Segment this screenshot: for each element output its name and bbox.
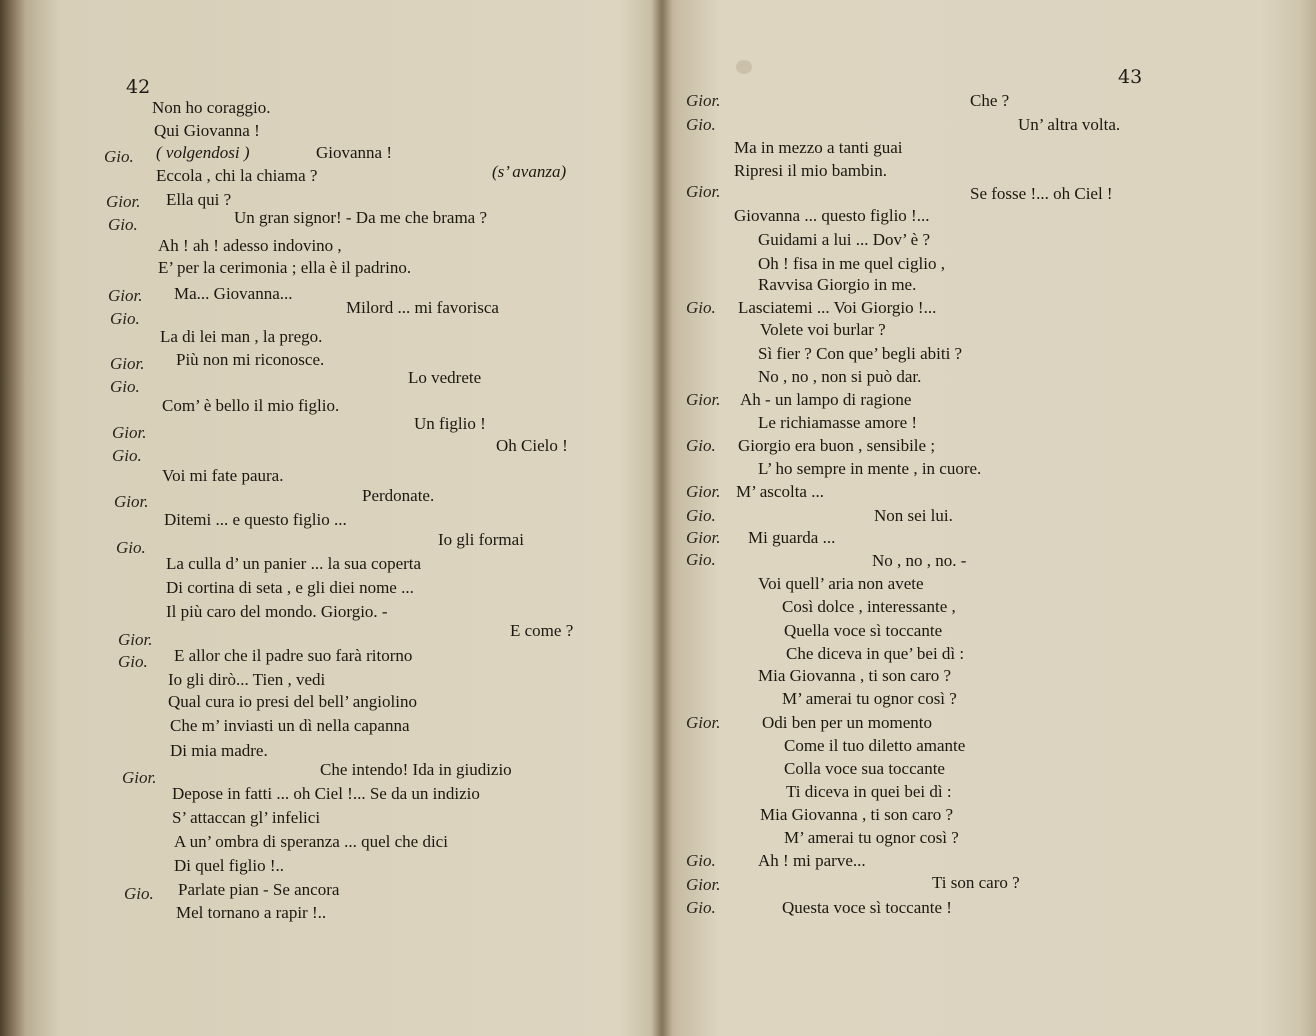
text-line: Io gli dirò... Tien , vedi xyxy=(168,670,326,689)
text-line: Così dolce , interessante , xyxy=(782,597,956,616)
speaker-label: Gio. xyxy=(686,898,716,917)
text-line: Di mia madre. xyxy=(170,741,268,760)
speaker-label: Gio. xyxy=(686,436,716,455)
text-line: Se fosse !... oh Ciel ! xyxy=(970,184,1113,203)
text-line: Colla voce sua toccante xyxy=(784,759,945,778)
text-line: La di lei man , la prego. xyxy=(160,327,323,346)
text-line: Un’ altra volta. xyxy=(1018,115,1121,134)
text-line: Non sei lui. xyxy=(874,506,953,525)
text-line: Guidami a lui ... Dov’ è ? xyxy=(758,230,931,249)
text-line: Ripresi il mio bambin. xyxy=(734,161,887,180)
text-line: Eccola , chi la chiama ? xyxy=(156,166,318,185)
speaker-label: Gior. xyxy=(114,492,149,511)
right-page-number: 43 xyxy=(1118,66,1143,88)
speaker-label: Gio. xyxy=(108,215,138,234)
text-line: Ti diceva in quei bei dì : xyxy=(786,782,952,801)
speaker-label: Gio. xyxy=(686,115,716,134)
speaker-label: Gior. xyxy=(686,91,721,110)
text-line: M’ amerai tu ognor così ? xyxy=(784,828,959,847)
text-line: Oh Cielo ! xyxy=(496,436,568,455)
text-line: E come ? xyxy=(510,621,574,640)
text-line: Mi guarda ... xyxy=(748,528,836,547)
speaker-label: Gior. xyxy=(686,713,721,732)
text-line: (s’ avanza) xyxy=(492,162,567,181)
text-line: Che m’ inviasti un dì nella capanna xyxy=(170,716,410,735)
speaker-label: Gior. xyxy=(122,768,157,787)
text-line: Ditemi ... e questo figlio ... xyxy=(164,510,347,529)
text-line: A un’ ombra di speranza ... quel che dici xyxy=(174,832,448,851)
text-line: Un gran signor! - Da me che brama ? xyxy=(234,208,488,227)
speaker-label: Gio. xyxy=(686,550,716,569)
text-line: Ella qui ? xyxy=(166,190,232,209)
speaker-label: Gio. xyxy=(124,884,154,903)
text-line: Odi ben per un momento xyxy=(762,713,932,732)
text-line: Un figlio ! xyxy=(414,414,486,433)
speaker-label: Gio. xyxy=(104,147,134,166)
text-line: Che intendo! Ida in giudizio xyxy=(320,760,512,779)
text-line: ( volgendosi ) xyxy=(156,143,250,162)
text-line: Giorgio era buon , sensibile ; xyxy=(738,436,936,455)
text-line: Ravvisa Giorgio in me. xyxy=(758,275,917,294)
text-line: Di quel figlio !.. xyxy=(174,856,285,875)
text-line: Ti son caro ? xyxy=(932,873,1020,892)
speaker-label: Gior. xyxy=(686,528,721,547)
speaker-label: Gior. xyxy=(686,482,721,501)
text-line: No , no , no. - xyxy=(872,551,967,570)
text-line: Ma... Giovanna... xyxy=(174,284,293,303)
text-line: Sì fier ? Con que’ begli abiti ? xyxy=(758,344,963,363)
speaker-label: Gio. xyxy=(686,851,716,870)
text-line: E’ per la cerimonia ; ella è il padrino. xyxy=(158,258,412,277)
text-line: E allor che il padre suo farà ritorno xyxy=(174,646,413,665)
text-line: Milord ... mi favorisca xyxy=(346,298,499,317)
text-line: Qui Giovanna ! xyxy=(154,121,260,140)
speaker-label: Gior. xyxy=(106,192,141,211)
text-line: Io gli formai xyxy=(438,530,524,549)
text-line: M’ amerai tu ognor così ? xyxy=(782,689,957,708)
speaker-label: Gior. xyxy=(108,286,143,305)
text-line: Più non mi riconosce. xyxy=(176,350,325,369)
text-line: Lasciatemi ... Voi Giorgio !... xyxy=(738,298,937,317)
text-line: Com’ è bello il mio figlio. xyxy=(162,396,340,415)
text-line: S’ attaccan gl’ infelici xyxy=(172,808,321,827)
text-line: Le richiamasse amore ! xyxy=(758,413,918,432)
left-page-number: 42 xyxy=(126,76,151,98)
text-line: Mia Giovanna , ti son caro ? xyxy=(758,666,952,685)
text-line: Questa voce sì toccante ! xyxy=(782,898,952,917)
speaker-label: Gio. xyxy=(110,309,140,328)
text-line: L’ ho sempre in mente , in cuore. xyxy=(758,459,982,478)
text-line: Depose in fatti ... oh Ciel !... Se da un indizio xyxy=(172,784,480,803)
speaker-label: Gior. xyxy=(686,390,721,409)
text-line: Che diceva in que’ bei dì : xyxy=(786,644,965,663)
speaker-label: Gior. xyxy=(686,182,721,201)
text-line: Ah - un lampo di ragione xyxy=(740,390,912,409)
text-line: Il più caro del mondo. Giorgio. - xyxy=(166,602,388,621)
text-line: M’ ascolta ... xyxy=(736,482,824,501)
text-line: Volete voi burlar ? xyxy=(760,320,886,339)
text-line: Che ? xyxy=(970,91,1010,110)
text-line: Qual cura io presi del bell’ angiolino xyxy=(168,692,417,711)
speaker-label: Gio. xyxy=(112,446,142,465)
text-line: Giovanna ... questo figlio !... xyxy=(734,206,930,225)
speaker-label: Gio. xyxy=(116,538,146,557)
text-line: Voi quell’ aria non avete xyxy=(758,574,924,593)
text-line: Quella voce sì toccante xyxy=(784,621,943,640)
speaker-label: Gio. xyxy=(110,377,140,396)
text-line: Di cortina di seta , e gli diei nome ... xyxy=(166,578,414,597)
text-line: Come il tuo diletto amante xyxy=(784,736,966,755)
speaker-label: Gio. xyxy=(686,506,716,525)
text-line: Lo vedrete xyxy=(408,368,482,387)
text-line: No , no , non si può dar. xyxy=(758,367,922,386)
text-line: La culla d’ un panier ... la sua coperta xyxy=(166,554,422,573)
text-line: Ah ! ah ! adesso indovino , xyxy=(158,236,342,255)
text-line: Voi mi fate paura. xyxy=(162,466,284,485)
text-line: Ma in mezzo a tanti guai xyxy=(734,138,903,157)
text-line: Mel tornano a rapir !.. xyxy=(176,903,327,922)
speaker-label: Gior. xyxy=(118,630,153,649)
speaker-label: Gio. xyxy=(118,652,148,671)
text-line: Mia Giovanna , ti son caro ? xyxy=(760,805,954,824)
text-line: Non ho coraggio. xyxy=(152,98,271,117)
speaker-label: Gior. xyxy=(112,423,147,442)
text-line: Ah ! mi parve... xyxy=(758,851,866,870)
text-line: Giovanna ! xyxy=(316,143,393,162)
speaker-label: Gio. xyxy=(686,298,716,317)
text-line: Oh ! fisa in me quel ciglio , xyxy=(758,254,945,273)
text-line: Perdonate. xyxy=(362,486,435,505)
speaker-label: Gior. xyxy=(110,354,145,373)
speaker-label: Gior. xyxy=(686,875,721,894)
text-line: Parlate pian - Se ancora xyxy=(178,880,340,899)
